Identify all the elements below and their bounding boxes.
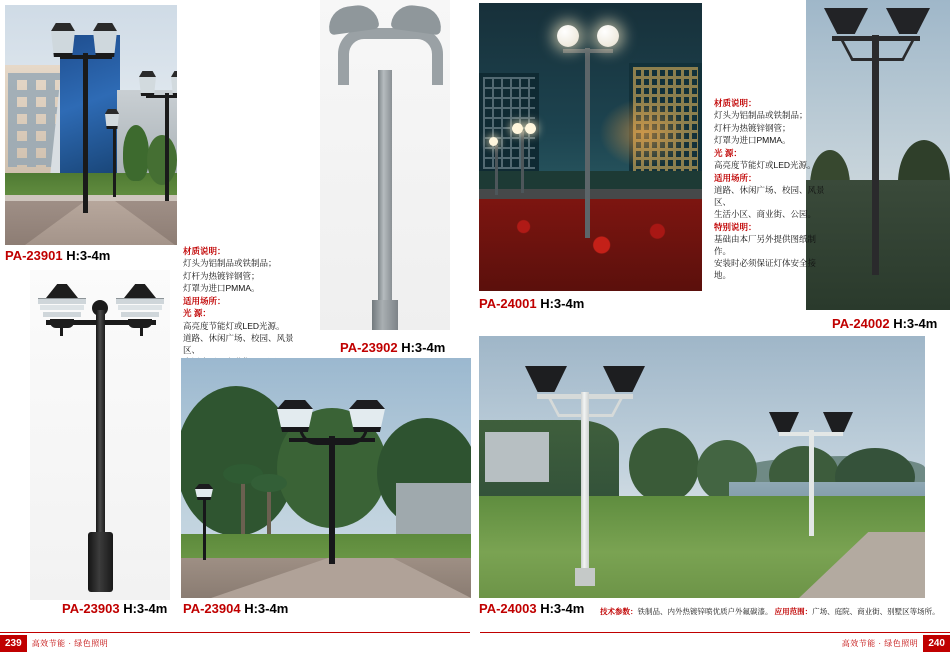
product-height: H:3-4m <box>244 601 289 616</box>
footer-right <box>837 635 950 652</box>
caption-pa-24001 <box>479 296 584 311</box>
product-height: H:3-4m <box>893 316 938 331</box>
product-code: PA-23903 <box>62 601 120 616</box>
page-number-left: 239 <box>0 635 27 652</box>
product-photo-pa-23904 <box>181 358 471 598</box>
spec-material-1: 灯头为铝制品或铁制品； <box>183 258 277 269</box>
spec-material-3: 灯罩为进口PMMA。 <box>183 283 260 294</box>
spec-title-use: 适用场所： <box>714 172 757 183</box>
footer-tagline-left: 高效节能 · 绿色照明 <box>31 639 109 648</box>
footer-rule-right <box>480 632 950 633</box>
caption-pa-24002 <box>832 316 937 331</box>
footer-left <box>0 635 113 652</box>
product-code: PA-23901 <box>5 248 63 263</box>
product-photo-pa-23902 <box>320 0 450 330</box>
tech-note-params-label: 技术参数： <box>600 607 638 616</box>
tech-note-use-label: 应用范围： <box>774 607 813 616</box>
spec-light-1: 高亮度节能灯或LED光源。 <box>714 160 816 171</box>
product-height: H:3-4m <box>66 248 111 263</box>
product-photo-pa-23903 <box>30 270 170 600</box>
spec-special-2: 安装时必须保证灯体安全接地。 <box>714 258 817 280</box>
spec-title-material: 材质说明： <box>714 98 757 108</box>
caption-pa-24003 <box>479 601 584 616</box>
caption-pa-23902 <box>340 340 445 355</box>
tech-note-params: 铁制品、内外热镀锌喷优质户外氟碳漆。 <box>637 607 773 616</box>
spec-use-2: 生活小区、商业街、公园。 <box>714 209 817 220</box>
product-photo-pa-24003 <box>479 336 925 598</box>
product-code: PA-24002 <box>832 316 890 331</box>
product-height: H:3-4m <box>123 601 168 616</box>
product-code: PA-23904 <box>183 601 241 616</box>
page-number-right: 240 <box>923 635 950 652</box>
spec-use-1: 道路、休闲广场、校园、风景区、 <box>714 185 825 207</box>
product-height: H:3-4m <box>540 601 585 616</box>
product-code: PA-24001 <box>479 296 537 311</box>
spec-title-light: 光 源： <box>183 308 211 319</box>
spec-material-3: 灯罩为进口PMMA。 <box>714 135 791 146</box>
spec-special-1: 基础由本厂另外提供图纸制作。 <box>714 234 817 256</box>
footer-tagline-right: 高效节能 · 绿色照明 <box>841 639 919 648</box>
footer-rule-left <box>0 632 470 633</box>
caption-pa-23901 <box>5 248 110 263</box>
product-height: H:3-4m <box>401 340 446 355</box>
product-height: H:3-4m <box>540 296 585 311</box>
spec-block-right <box>714 98 829 282</box>
caption-pa-23904 <box>183 601 288 616</box>
spec-title-use: 适用场所： <box>183 295 226 306</box>
product-photo-pa-23901 <box>5 5 177 245</box>
product-code: PA-24003 <box>479 601 537 616</box>
spec-material-2: 灯杆为热镀锌钢管； <box>183 270 260 281</box>
tech-note-use: 广场、庭院、商业街、别墅区等场所。 <box>812 607 940 616</box>
product-code: PA-23902 <box>340 340 398 355</box>
spec-material-2: 灯杆为热镀锌钢管； <box>714 122 791 133</box>
spec-title-special: 特别说明： <box>714 221 757 232</box>
caption-pa-23903 <box>62 601 167 616</box>
spec-use-1: 道路、休闲广场、校园、风景区、 <box>183 333 294 355</box>
tech-note <box>600 606 940 617</box>
product-photo-pa-24001 <box>479 3 702 291</box>
spec-light-1: 高亮度节能灯或LED光源。 <box>183 320 285 331</box>
spec-title-material: 材质说明： <box>183 246 226 256</box>
spec-title-light: 光 源： <box>714 147 742 158</box>
spec-material-1: 灯头为铝制品或铁制品； <box>714 110 808 121</box>
